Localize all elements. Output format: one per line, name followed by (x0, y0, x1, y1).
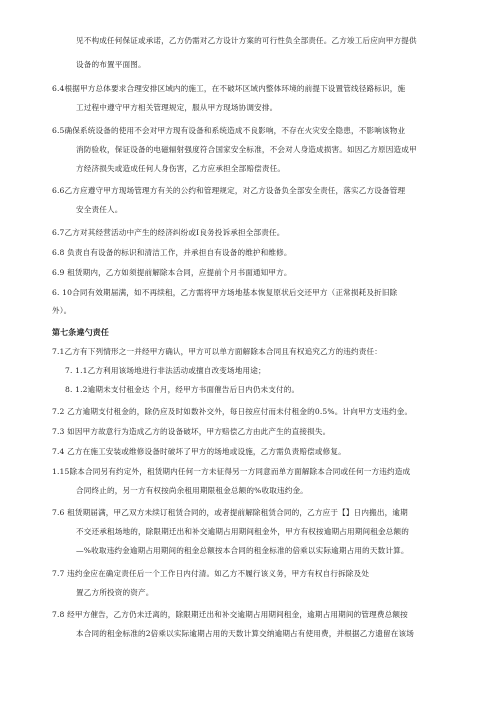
text-line: 方经济损失或造成任何人身伤害，乙方应承担全部赔偿责任。 (76, 164, 286, 173)
text-line: 7.6 租赁期届满，甲乙双方未续订租赁合同的，或者提前解除租赁合同的，乙方应于【】日内搬出，逾期 (52, 508, 408, 517)
text-line: 工过程中遵守甲方相关管理规定，服从甲方现场协调安排。 (76, 103, 278, 112)
text-line: 外）。 (52, 306, 72, 315)
text-line: 7.4 乙方在施工安装或维修设备时破坏了甲方的场地或设施，乙方需负责赔偿或修复。 (52, 447, 346, 456)
text-line: 见不构成任何保证或承诺，乙方仍需对乙方设计方案的可行性负全部责任。乙方竣工后应向甲方提供 (76, 36, 417, 45)
text-line: 1.15除本合同另有约定外，租赁期内任何一方未征得另一方同意而单方面解除本合同或任何一方违约造成 (52, 467, 411, 476)
text-line: 6.5确保系统设备的使用不会对甲方现有设备和系统造成不良影响，不存在火灾安全隐患，不影响该物业 (52, 126, 406, 135)
text-line: 6.4根据甲方总体要求合理安排区域内的施工，在不破坏区域内整体环境的前提下设置管线径路标识，施 (52, 84, 406, 93)
text-line: 6.9 租赁期内，乙方如须提前解除本合同，应提前个月书面通知甲方。 (52, 268, 292, 277)
text-line: 置乙方所投资的资产。 (76, 588, 154, 597)
text-line: 7.8 经甲方催告，乙方仍未迁离的，除限期迁出和补交逾期占用期间租金，逾期占用期间的管理费总额按 (52, 610, 408, 619)
text-line: 7.7 违约金应在确定责任后一个工作日内付清。如乙方不履行该义务，甲方有权自行拆除及处 (52, 569, 370, 578)
text-line: 7.1乙方有下列情形之一并经甲方确认，甲方可以单方面解除本合同且有权追究乙方的违约责任： (52, 347, 383, 356)
text-line: 6.8 负责自有设备的标识和清洁工作，并承担自有设备的维护和维修。 (52, 248, 292, 257)
text-line: 6.7乙方对其经营活动中产生的经济纠纷或I良务投诉承担全部责任。 (52, 228, 285, 237)
section-heading: 第七条違勺责任 (52, 327, 110, 337)
text-line: 6.6乙方应遵守甲方现场管理方有关的公约和管理规定，对乙方设备负全部安全责任，落实乙方设备管理 (52, 186, 406, 195)
text-line: 7. 1.1乙方利用该场地进行非法活动或擅自改变场地用途； (65, 366, 266, 375)
text-line: 不交还承租场地的，除限期迁出和补交逾期占用期间租金外，甲方有权按逾期占用期间租金总额的 (76, 527, 409, 536)
text-line: 安全责任人。 (76, 205, 123, 214)
text-line: 7.2 乙方逾期支付租金的，除仍应及时如数补交外，每日按应付而未付租金的0.5%。计向甲方支违约金。 (52, 407, 413, 416)
text-line: 合同终止的，另一方有权按尚余租用期限租金总额的%收取违约金。 (76, 486, 308, 495)
text-line: 7.3 如因甲方故意行为造成乙方的设备破坏，甲方赔偿乙方由此产生的直接损失。 (52, 427, 331, 436)
text-line: 8. 1.2逾期未支付租金达 个月，经甲方书面催告后日内仍未支付的。 (65, 385, 300, 394)
text-line: —%收取违约金逾期占用期间的租金总额按本合同的租金标准的倍乘以实际逾期占用的天数计算。 (76, 546, 409, 555)
text-line: 6. 10合同有效期届满，如不再续租，乙方需将甲方场地基本恢复原状后交还甲方（正常损耗及折旧除 (52, 288, 398, 297)
text-line: 消防验收，保证设备的电磁辐射强度符合国家安全标准，不会对人身造成损害。如因乙方原因造成甲 (76, 145, 417, 154)
text-line: 本合同的租金标准的2倍乘以实际逾期占用的天数计算交纳逾期占有使用费，并根据乙方遗留在该场 (76, 629, 414, 638)
text-line: 设备的布置平面图。 (76, 60, 146, 69)
